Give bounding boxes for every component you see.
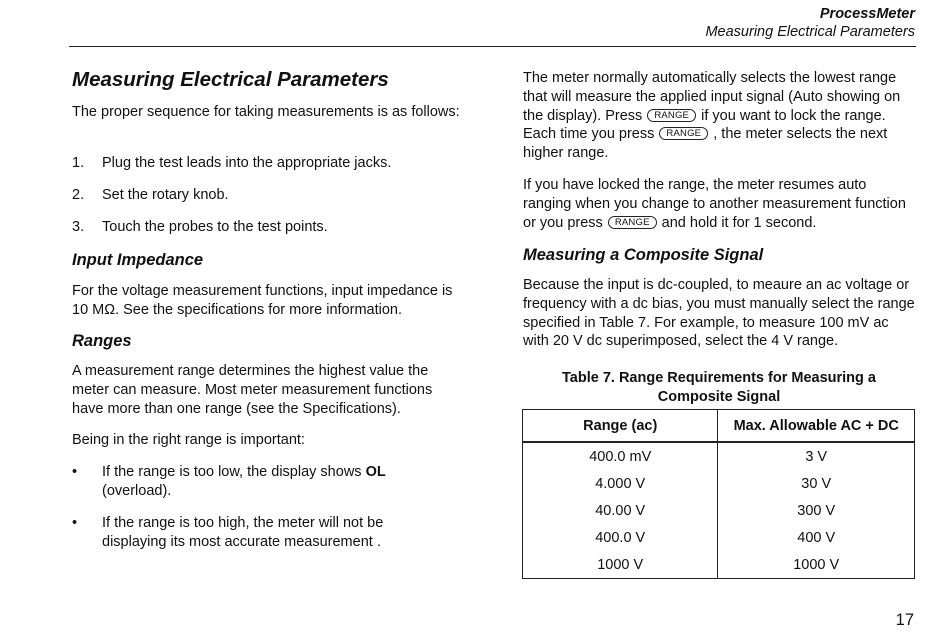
table-cell: 3 V [718, 442, 915, 470]
table-caption: Table 7. Range Requirements for Measuring a Composite Signal [562, 370, 876, 405]
table-cell: 1000 V [718, 551, 915, 579]
table-row [523, 470, 915, 497]
composite-signal-paragraph: Because the input is dc-coupled, to meaure an ac voltage or frequency with a dc bias, you must manually select the range specified in Table 7. For example, to measure 100 mV ac with 20 V dc superimposed, select the 4 V range. [523, 277, 915, 350]
composite-signal-heading: Measuring a Composite Signal [523, 246, 764, 264]
column-header: Max. Allowable AC + DC [718, 410, 915, 443]
table-cell: 400.0 mV [523, 442, 718, 470]
table-cell: 30 V [718, 470, 915, 497]
table-cell: 40.00 V [523, 497, 718, 524]
range-key-icon: RANGE [659, 127, 708, 140]
ranges-paragraph: A measurement range determines the highest value the meter can measure. Most meter measurement functions have more than one range (see the Specifications). [72, 363, 433, 417]
running-header-subtitle: Measuring Electrical Parameters [705, 24, 915, 40]
ranges-heading: Ranges [72, 332, 132, 350]
table-cell: 300 V [718, 497, 915, 524]
locked-range-paragraph: If you have locked the range, the meter resumes auto ranging when you change to another measurement function or you press RANGE and hold it for 1 second. [523, 177, 906, 231]
header-rule [69, 46, 916, 47]
table-header-row [523, 410, 915, 443]
table-row [523, 551, 915, 579]
table-cell: 400 V [718, 524, 915, 551]
bullet-text: If the range is too low, the display shows OL (overload). [102, 464, 386, 499]
step-text: Plug the test leads into the appropriate jacks. [102, 155, 392, 171]
range-requirements-table [522, 409, 915, 579]
right-range-paragraph: Being in the right range is important: [72, 432, 305, 448]
range-key-icon: RANGE [608, 216, 657, 229]
step-number: 3. [72, 219, 85, 235]
step-number: 1. [72, 155, 85, 171]
column-header: Range (ac) [523, 410, 718, 443]
step-number: 2. [72, 187, 85, 203]
intro-paragraph: The proper sequence for taking measurements is as follows: [72, 104, 460, 120]
bullet: • [72, 515, 78, 531]
step-text: Touch the probes to the test points. [102, 219, 328, 235]
table-cell: 4.000 V [523, 470, 718, 497]
range-key-icon: RANGE [647, 109, 696, 122]
bullet: • [72, 464, 78, 480]
overload-code: OL [365, 464, 386, 480]
table-row [523, 442, 915, 470]
step-text: Set the rotary knob. [102, 187, 229, 203]
bullet-text: If the range is too high, the meter will not be displaying its most accurate measurement . [102, 515, 384, 550]
table-cell: 400.0 V [523, 524, 718, 551]
input-impedance-paragraph: For the voltage measurement functions, input impedance is 10 MΩ. See the specifications for more information. [72, 283, 453, 318]
section-heading: Measuring Electrical Parameters [72, 68, 389, 91]
table-row [523, 524, 915, 551]
table-cell: 1000 V [523, 551, 718, 579]
table-row [523, 497, 915, 524]
page-number: 17 [895, 611, 914, 629]
running-header-title: ProcessMeter [819, 6, 915, 22]
auto-range-paragraph: The meter normally automatically selects the lowest range that will measure the applied input signal (Auto showing on the display). Press RANGE if you want to lock the range. Each time you press RANGE , the meter selects the next higher range. [523, 70, 901, 162]
input-impedance-heading: Input Impedance [72, 251, 204, 269]
